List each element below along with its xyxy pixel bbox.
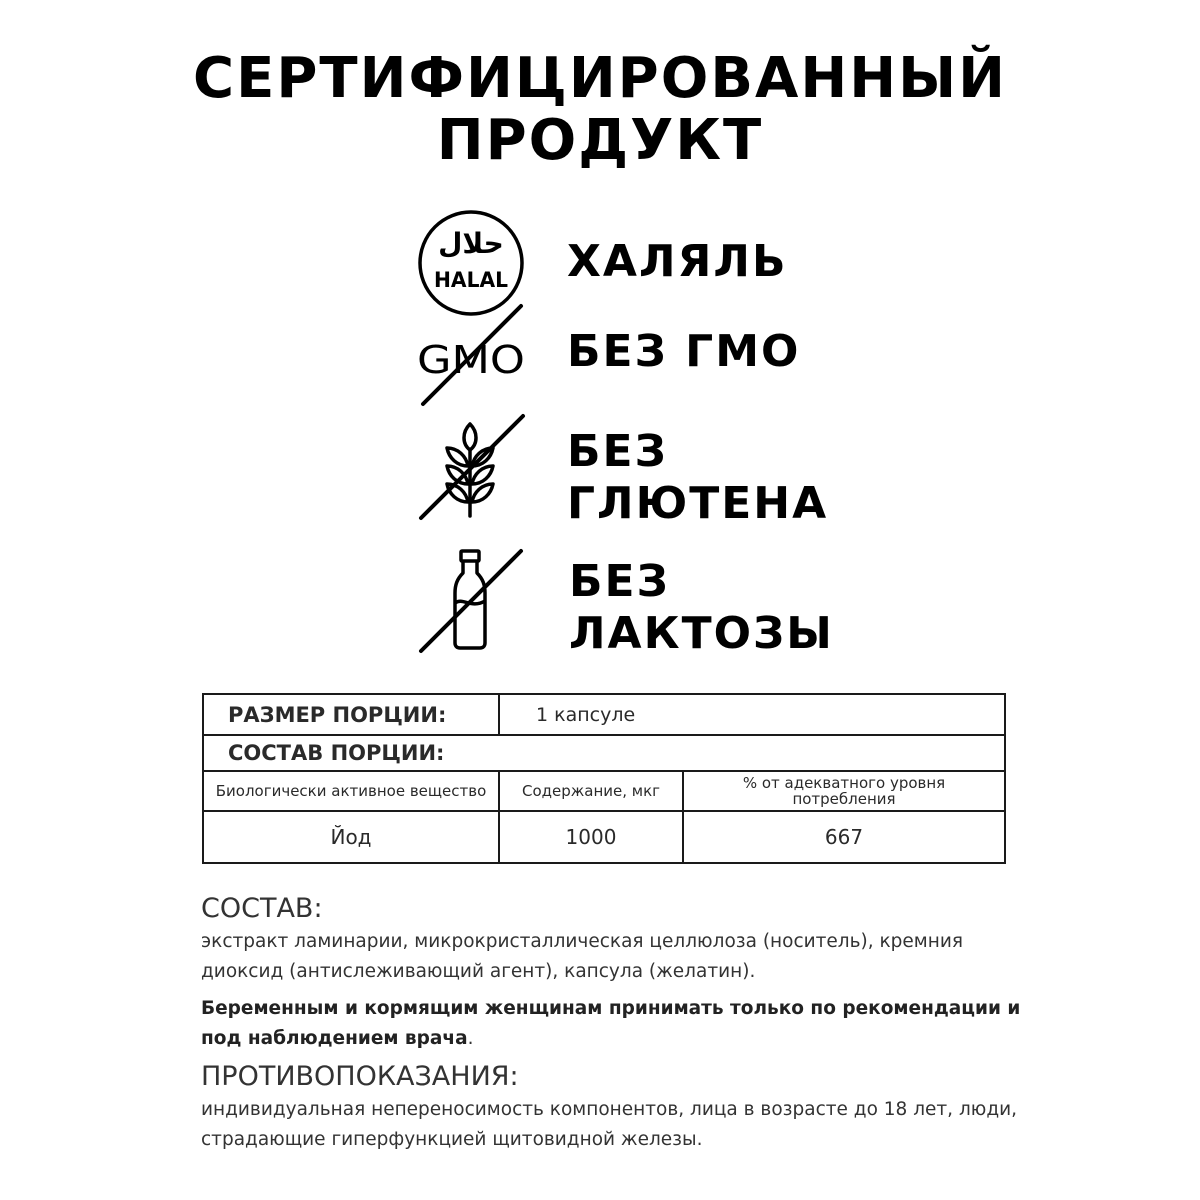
halal-label: ХАЛЯЛЬ [567,236,788,287]
title-line-2: ПРОДУКТ [436,108,764,173]
no-lactose-label-line-1: БЕЗ [569,556,670,607]
contraindications-text: индивидуальная непереносимость компонентов, лица в возрасте до 18 лет, люди, страдающие гиперфункцией щитовидной железы. [201,1099,1018,1150]
composition-row [203,735,1005,771]
composition-text: экстракт ламинарии, микрокристаллическая целлюлоза (носитель), кремния диоксид (антислеживающий агент), капсула (желатин). [201,931,964,982]
serving-composition-label: СОСТАВ ПОРЦИИ: [203,735,1005,771]
contraindications-heading: ПРОТИВОПОКАЗАНИЯ: [201,1061,519,1092]
column-header: Биологически активное вещество [203,771,499,811]
page-title [0,48,1200,172]
table-header-row [203,771,1005,811]
no-gmo-label: БЕЗ ГМО [567,326,801,377]
halal-arabic-text: حلال [438,227,504,260]
no-lactose-label-line-2: ЛАКТОЗЫ [569,608,834,659]
no-gluten-label [567,426,828,530]
column-header: Содержание, мкг [499,771,683,811]
pregnancy-warning [201,994,1021,1054]
title-line-1: СЕРТИФИЦИРОВАННЫЙ [193,46,1007,111]
content-cell: 1000 [499,811,683,863]
no-gmo-icon [411,300,531,420]
serving-size-row [203,694,1005,735]
composition-heading: СОСТАВ: [201,893,323,924]
percent-cell: 667 [683,811,1005,863]
no-lactose-label [569,556,834,660]
pregnancy-warning-bold: Беременным и кормящим женщинам принимать только по рекомендации и под наблюдением врача [201,998,1021,1049]
serving-size-label: РАЗМЕР ПОРЦИИ: [203,694,499,735]
gmo-icon-text: GMO [417,338,525,382]
serving-table [202,693,1006,864]
table-row [203,811,1005,863]
no-gluten-label-line-2: ГЛЮТЕНА [567,478,829,529]
serving-size-value: 1 капсуле [499,694,1005,735]
pregnancy-warning-tail: . [467,1028,474,1049]
no-gluten-label-line-1: БЕЗ [567,426,668,477]
no-gluten-wheat-icon [411,410,531,530]
halal-latin-text: HALAL [434,268,508,292]
no-lactose-bottle-icon [411,545,531,665]
column-header: % от адекватного уровня потребления [683,771,1005,811]
substance-cell: Йод [203,811,499,863]
